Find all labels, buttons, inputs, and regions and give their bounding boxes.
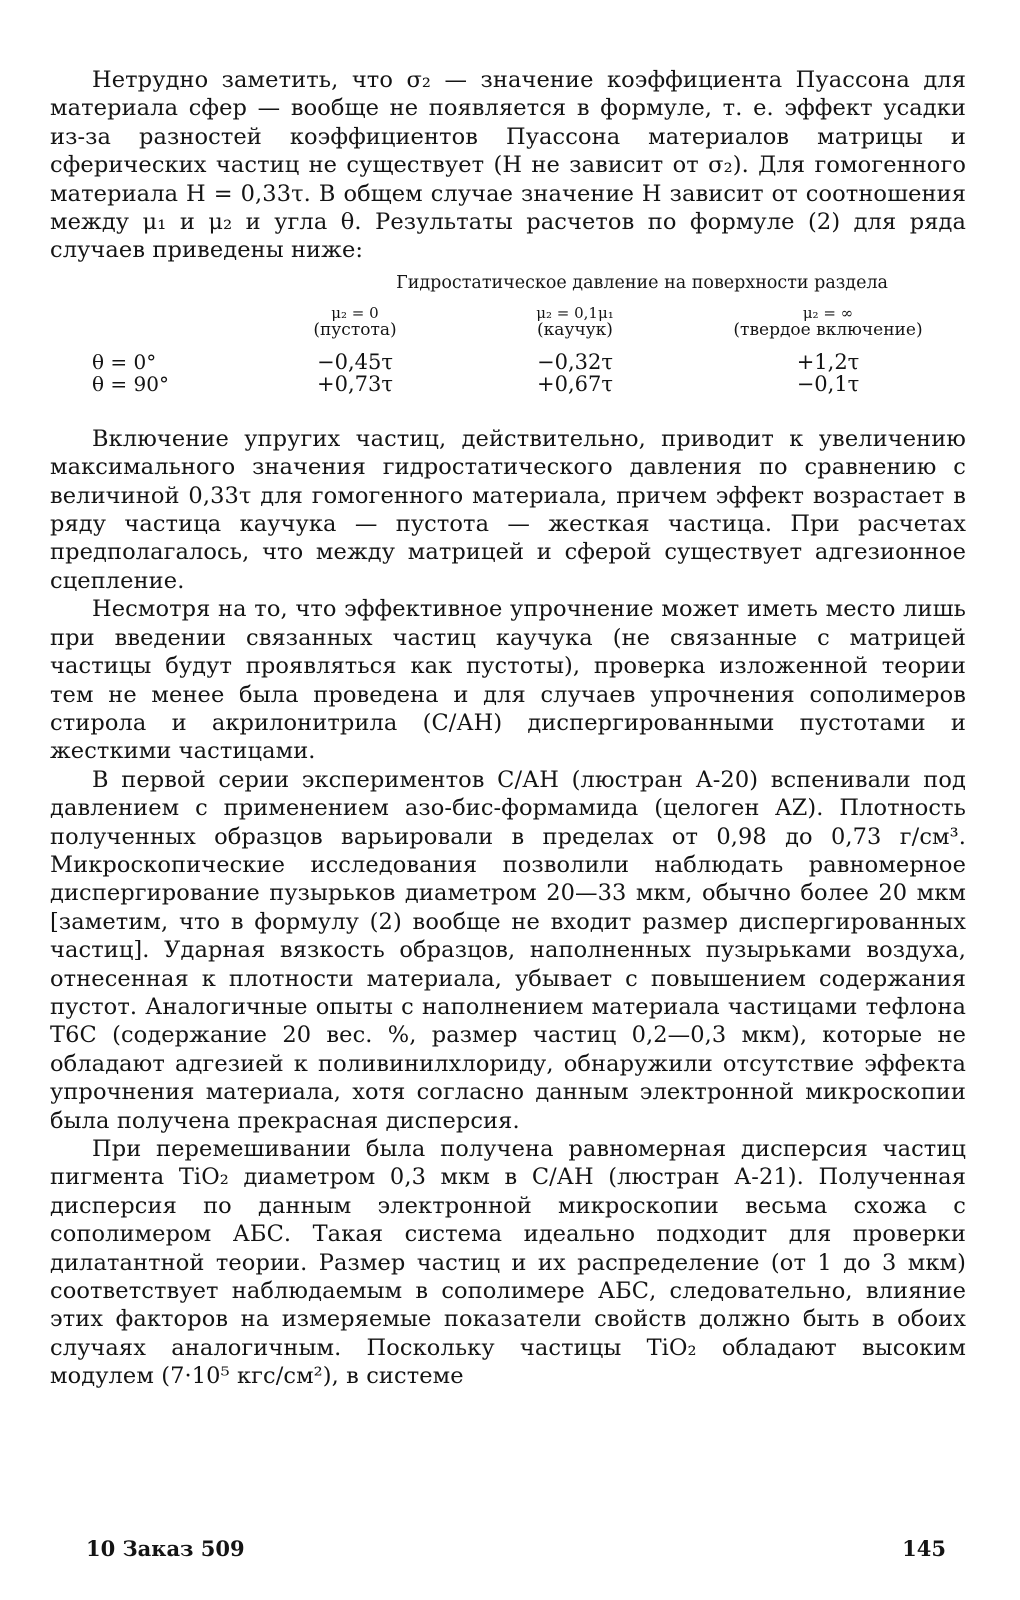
table-cell: −0,1τ: [796, 371, 860, 396]
column-formula: μ₂ = 0,1μ₁: [536, 303, 614, 322]
row-label: θ = 90°: [92, 371, 169, 396]
column-label: (каучук): [537, 319, 613, 340]
column-header-rubber: [460, 305, 690, 339]
page-number: 145: [902, 1536, 946, 1561]
column-header-void: [250, 305, 460, 339]
page-footer: [86, 1536, 946, 1561]
row-label: θ = 0°: [92, 349, 157, 374]
printer-signature: 10 Заказ 509: [86, 1536, 245, 1561]
table-cell: −0,32τ: [537, 349, 613, 374]
paragraph-3: Несмотря на то, что эффективное упрочнение может иметь место лишь при введении связанных частиц каучука (не связанные с матрицей частицы будут проявляться как пустоты), проверка изложенной теории тем не менее была проведена и для случаев упрочнения сополимеров стирола и акрилонитрила (С/АН) диспергированными пустотами и жесткими частицами.: [50, 596, 966, 765]
column-label: (пустота): [313, 319, 397, 340]
table-row: [50, 373, 966, 395]
table-row: [50, 351, 966, 373]
table-body: [50, 351, 966, 395]
table-caption: Гидростатическое давление на поверхности раздела: [396, 272, 888, 293]
table-cell: +1,2τ: [796, 349, 860, 374]
paragraph-1: Нетрудно заметить, что σ₂ — значение коэффициента Пуассона для материала сфер — вообще не появляется в формуле, т. е. эффект усадки из-за разностей коэффициентов Пуассона материалов матрицы и сферических частиц не существует (H не зависит от σ₂). Для гомогенного материала H = 0,33τ. В общем случае значение H зависит от соотношения между μ₁ и μ₂ и угла θ. Результаты расчетов по формуле (2) для ряда случаев приведены ниже:: [50, 67, 966, 264]
column-formula: μ₂ = ∞: [802, 303, 854, 322]
table-cell: +0,73τ: [317, 371, 393, 396]
table-header-row: [50, 305, 966, 339]
column-formula: μ₂ = 0: [331, 303, 379, 322]
column-header-solid: [690, 305, 966, 339]
paragraph-4: В первой серии экспериментов С/АН (люстран А-20) вспенивали под давлением с применением азо-бис-формамида (целоген AZ). Плотность полученных образцов варьировали в пределах от 0,98 до 0,73 г/см³. Микроскопические исследования позволили наблюдать равномерное диспергирование пузырьков диаметром 20—33 мкм, обычно более 20 мкм [заметим, что в формулу (2) вообще не входит размер диспергированных частиц]. Ударная вязкость образцов, наполненных пузырьками воздуха, отнесенная к плотности материала, убывает с повышением содержания пустот. Аналогичные опыты с наполнением материала частицами тефлона Т6С (содержание 20 вес. %, размер частиц 0,2—0,3 мкм), которые не обладают адгезией к поливинилхлориду, обнаружили отсутствие эффекта упрочнения материала, хотя согласно данным электронной микроскопии была получена прекрасная дисперсия.: [50, 766, 966, 1134]
page-content: [50, 66, 966, 1391]
table-cell: +0,67τ: [537, 371, 613, 396]
table-cell: −0,45τ: [317, 349, 393, 374]
paragraph-5: При перемешивании была получена равномерная дисперсия частиц пигмента TiO₂ диаметром 0,3 мкм в С/АН (люстран А-21). Полученная дисперсия по данным электронной микроскопии весьма схожа с сополимером АБС. Такая система идеально подходит для проверки дилатантной теории. Размер частиц и их распределение (от 1 до 3 мкм) соответствует наблюдаемым в сополимере АБС, следовательно, влияние этих факторов на измеряемые показатели свойств должно быть в обоих случаях аналогичным. Поскольку частицы TiO₂ обладают высоким модулем (7·10⁵ кгс/см²), в системе: [50, 1136, 966, 1390]
column-label: (твердое включение): [733, 319, 923, 340]
pressure-table: [50, 273, 966, 395]
paragraph-2: Включение упругих частиц, действительно, приводит к увеличению максимального значения гидростатического давления по сравнению с величиной 0,33τ для гомогенного материала, причем эффект возрастает в ряду частица каучука — пустота — жесткая частица. При расчетах предполагалось, что между матрицей и сферой существует адгезионное сцепление.: [50, 425, 966, 594]
